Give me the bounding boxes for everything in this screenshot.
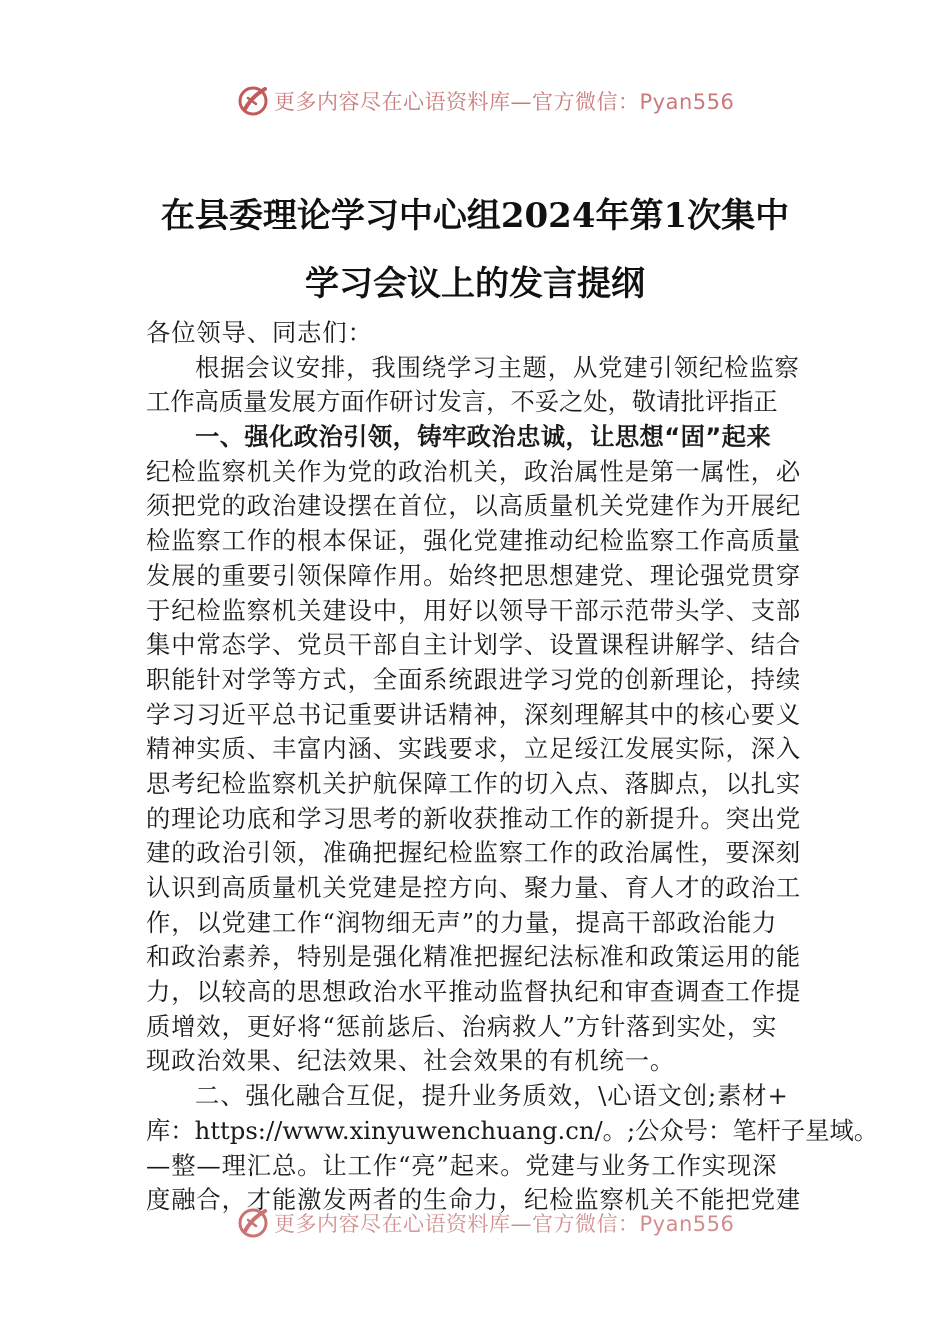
watermark-header xyxy=(236,84,734,118)
text-line-with-url: 库：https://www.xinyuwenchuang.cn/。;公众号：笔杆子星域。 xyxy=(146,1115,879,1145)
text-line: 职能针对学等方式，全面系统跟进学习党的创新理论，持续 xyxy=(146,664,802,694)
document-body xyxy=(146,316,879,1218)
watermark-footer xyxy=(236,1206,734,1240)
watermark-text: 更多内容尽在心语资料库—官方微信：Pyan556 xyxy=(274,1212,735,1236)
text-line: 发展的重要引领保障作用。始终把思想建党、理论强党贯穿 xyxy=(146,560,802,590)
text-line: 集中常态学、党员干部自主计划学、设置课程讲解学、结合 xyxy=(146,630,802,660)
salutation: 各位领导、同志们： xyxy=(146,318,373,347)
text-line: 建的政治引领，准确把握纪检监察工作的政治属性，要深刻 xyxy=(146,838,802,868)
text-line: 于纪检监察机关建设中，用好以领导干部示范带头学、支部 xyxy=(146,595,802,625)
text-line: 根据会议安排，我围绕学习主题，从党建引领纪检监察 xyxy=(195,352,800,382)
text-line: 的理论功底和学习思考的新收获推动工作的新提升。突出党 xyxy=(146,803,802,833)
text-line: 检监察工作的根本保证，强化党建推动纪检监察工作高质量 xyxy=(146,526,802,556)
brush-seal-icon xyxy=(236,84,270,118)
text-line: 度融合，才能激发两者的生命力，纪检监察机关不能把党建 xyxy=(146,1185,802,1215)
text-line: 质增效，更好将“惩前毖后、治病救人”方针落到实处，实 xyxy=(146,1011,778,1041)
text-line: 工作高质量发展方面作研讨发言，不妥之处，敬请批评指正 xyxy=(146,387,778,417)
text-line: 纪检监察机关作为党的政治机关，政治属性是第一属性，必 xyxy=(146,456,802,486)
text-line: 和政治素养，特别是强化精准把握纪法标准和政策运用的能 xyxy=(146,942,802,972)
document-title-line-2: 学习会议上的发言提纲 xyxy=(305,264,645,304)
section-heading-2: 二、强化融合互促，提升业务质效，\心语文创;素材+ xyxy=(195,1081,789,1111)
text-line: 现政治效果、纪法效果、社会效果的有机统一。 xyxy=(146,1046,676,1076)
text-line: 学习习近平总书记重要讲话精神，深刻理解其中的核心要义 xyxy=(146,699,802,729)
watermark-text: 更多内容尽在心语资料库—官方微信：Pyan556 xyxy=(274,90,735,114)
text-line: 精神实质、丰富内涵、实践要求，立足绥江发展实际，深入 xyxy=(146,734,802,764)
document-title-line-1: 在县委理论学习中心组2024年第1次集中 xyxy=(160,196,790,236)
text-line: 作，以党建工作“润物细无声”的力量，提高干部政治能力 xyxy=(146,907,778,937)
section-heading-1: 一、强化政治引领，铸牢政治忠诚，让思想“固”起来 xyxy=(195,422,772,452)
text-line: —整—理汇总。让工作“亮”起来。党建与业务工作实现深 xyxy=(146,1150,778,1180)
text-line: 思考纪检监察机关护航保障工作的切入点、落脚点，以扎实 xyxy=(146,768,802,798)
text-line: 认识到高质量机关党建是控方向、聚力量、育人才的政治工 xyxy=(146,873,802,902)
brush-seal-icon xyxy=(236,1206,270,1240)
text-line: 须把党的政治建设摆在首位，以高质量机关党建作为开展纪 xyxy=(146,491,802,521)
text-line: 力，以较高的思想政治水平推动监督执纪和审查调查工作提 xyxy=(146,977,802,1007)
